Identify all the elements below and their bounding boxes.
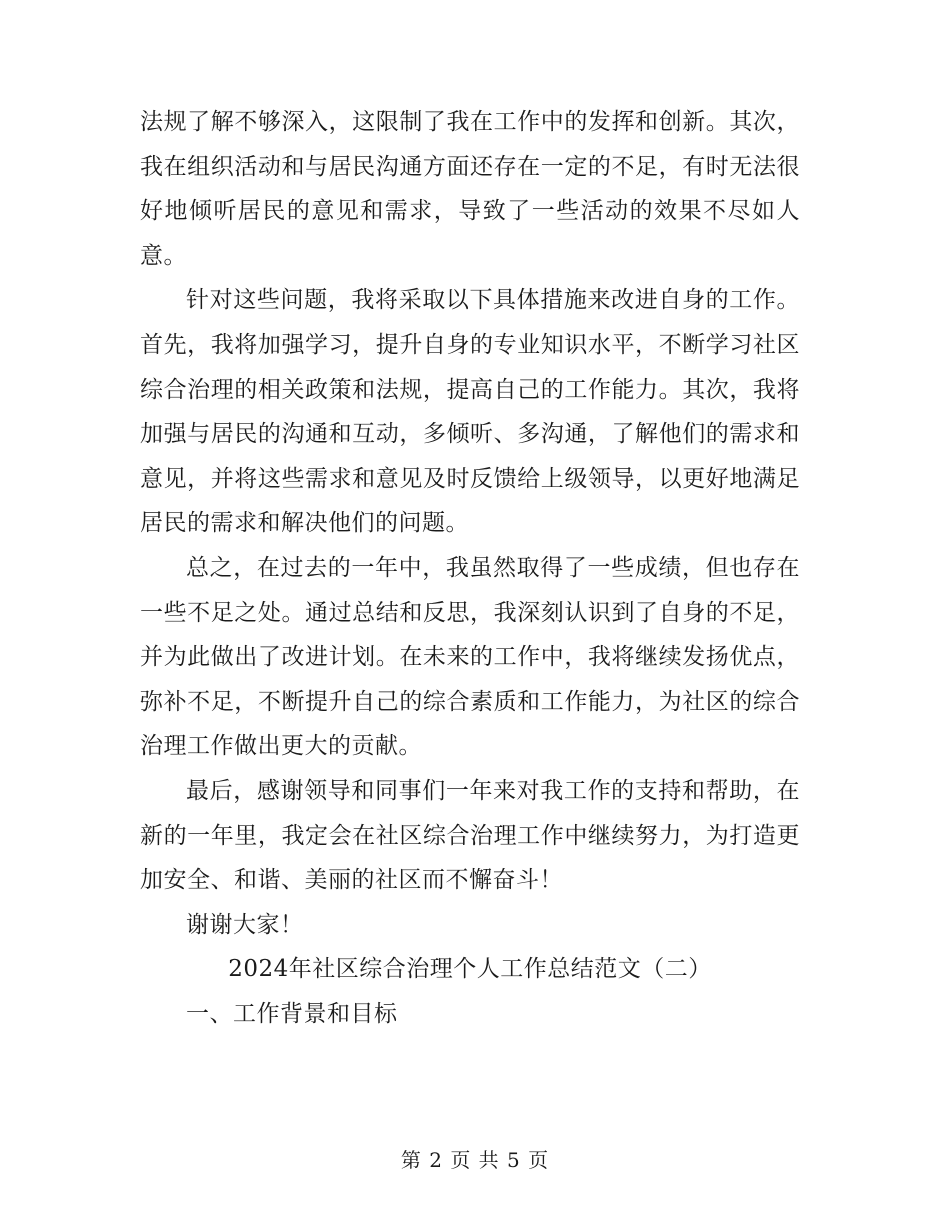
paragraph-continuation: 法规了解不够深入，这限制了我在工作中的发挥和创新。其次，我在组织活动和与居民沟通方面还存在一定的不足，有时无法很好地倾听居民的意见和需求，导致了一些活动的效果不尽如人意。	[140, 109, 800, 269]
paragraph-closing: 谢谢大家！	[186, 911, 304, 938]
paragraph-measures: 针对这些问题，我将采取以下具体措施来改进自身的工作。首先，我将加强学习，提升自身的专业知识水平，不断学习社区综合治理的相关政策和法规，提高自己的工作能力。其次，我将加强与居民的沟通和互动，多倾听、多沟通，了解他们的需求和意见，并将这些需求和意见及时反馈给上级领导，以更好地满足居民的需求和解决他们的问题。	[140, 287, 800, 537]
document-body	[140, 100, 800, 1036]
paragraph-thanks: 最后，感谢领导和同事们一年来对我工作的支持和帮助，在新的一年里，我定会在社区综合治理工作中继续努力，为打造更加安全、和谐、美丽的社区而不懈奋斗！	[140, 777, 800, 894]
page-number-footer: 第 2 页 共 5 页	[400, 1148, 550, 1172]
section-title: 2024年社区综合治理个人工作总结范文（二）	[228, 956, 712, 983]
section-heading: 一、工作背景和目标	[186, 1000, 398, 1027]
paragraph-summary: 总之，在过去的一年中，我虽然取得了一些成绩，但也存在一些不足之处。通过总结和反思，我深刻认识到了自身的不足，并为此做出了改进计划。在未来的工作中，我将继续发扬优点，弥补不足，不断提升自己的综合素质和工作能力，为社区的综合治理工作做出更大的贡献。	[140, 554, 800, 760]
